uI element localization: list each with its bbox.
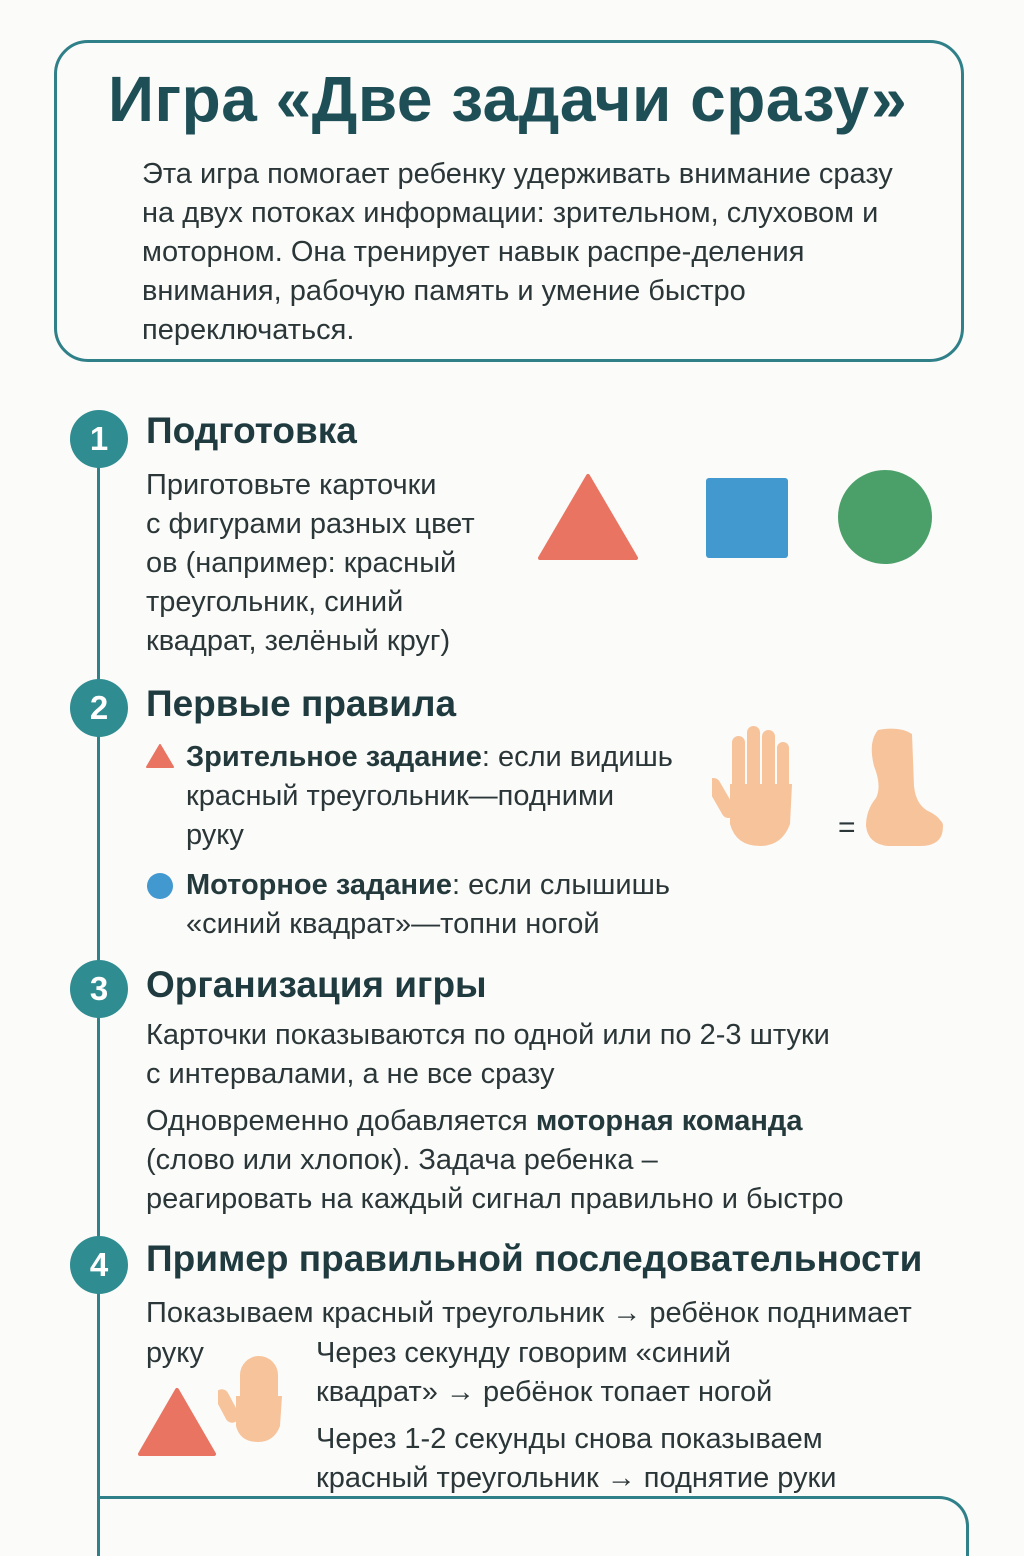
- step-1-line: треугольник, синий: [146, 586, 404, 618]
- step-4-line: Через 1-2 секунды снова показываем: [316, 1423, 823, 1455]
- raised-hand-icon: [218, 1352, 294, 1444]
- blue-circle-bullet-icon: [146, 872, 174, 900]
- step-1-line: квадрат, зелёный круг): [146, 625, 451, 657]
- step-3-text: Одновременно добавляется: [146, 1105, 536, 1137]
- motor-task-rule: [186, 866, 726, 944]
- foot-icon: [860, 726, 946, 850]
- red-triangle-bullet-icon: [145, 743, 175, 769]
- step-number-2: 2: [70, 679, 128, 737]
- step-3-line: с интервалами, а не все сразу: [146, 1058, 555, 1090]
- step-number-1: 1: [70, 410, 128, 468]
- next-section-box: [97, 1496, 969, 1556]
- motor-command-label: моторная команда: [535, 1105, 803, 1137]
- step-4-line: Через секунду говорим «синий: [316, 1337, 731, 1369]
- step-1-text: [146, 466, 475, 661]
- page-title: Игра «Две задачи сразу»: [108, 63, 908, 135]
- visual-task-line: руку: [186, 819, 244, 851]
- step-number-4: 4: [70, 1236, 128, 1294]
- blue-square-icon: [704, 476, 790, 560]
- step-1-line: с фигурами разных цвет: [146, 508, 475, 540]
- step-3-line: (слово или хлопок). Задача ребенка –: [146, 1144, 658, 1176]
- step-1-line: Приготовьте карточки: [146, 469, 437, 501]
- step-title-4: Пример правильной последовательности: [146, 1238, 923, 1279]
- step-title-2: Первые правила: [146, 683, 457, 724]
- step-4-line-1: Показываем красный треугольник → ребёнок поднимает: [146, 1297, 912, 1329]
- step-4-line: красный треугольник → поднятие руки: [316, 1462, 837, 1494]
- step-3-line: реагировать на каждый сигнал правильно и быстро: [146, 1183, 844, 1215]
- motor-task-label: Моторное задание: [186, 869, 452, 901]
- intro-text: Эта игра помогает ребенку удерживать внимание сразу на двух потоках информации: зрительном, слуховом и моторном. Она тренирует навык распре-деления внимания, рабочую память и умение быстро переключаться.: [142, 158, 893, 346]
- red-triangle-icon: [136, 1386, 218, 1458]
- green-circle-icon: [836, 468, 934, 566]
- step-4-line: квадрат» → ребёнок топает ногой: [316, 1376, 773, 1408]
- equals-sign: =: [838, 811, 856, 844]
- visual-task-label: Зрительное задание: [186, 741, 482, 773]
- step-number-3: 3: [70, 960, 128, 1018]
- raised-hand-icon: [712, 724, 804, 850]
- step-4-sequence: [316, 1334, 956, 1498]
- motor-task-line: «синий квадрат»—топни ногой: [186, 908, 600, 940]
- visual-task-line: красный треугольник—подними: [186, 780, 615, 812]
- step-title-3: Организация игры: [146, 964, 487, 1005]
- step-title-1: Подготовка: [146, 410, 357, 451]
- step-1-line: ов (например: красный: [146, 547, 457, 579]
- step-3-line: Карточки показываются по одной или по 2-3 штуки: [146, 1019, 830, 1051]
- visual-task-text: : если видишь: [481, 741, 673, 773]
- red-triangle-icon: [536, 472, 640, 562]
- step-3-paragraph-1: [146, 1016, 946, 1094]
- visual-task-rule: [186, 738, 716, 855]
- step-4-line-1-cont: руку: [146, 1337, 204, 1369]
- motor-task-text: : если слышишь: [451, 869, 671, 901]
- step-3-paragraph-2: [146, 1102, 976, 1219]
